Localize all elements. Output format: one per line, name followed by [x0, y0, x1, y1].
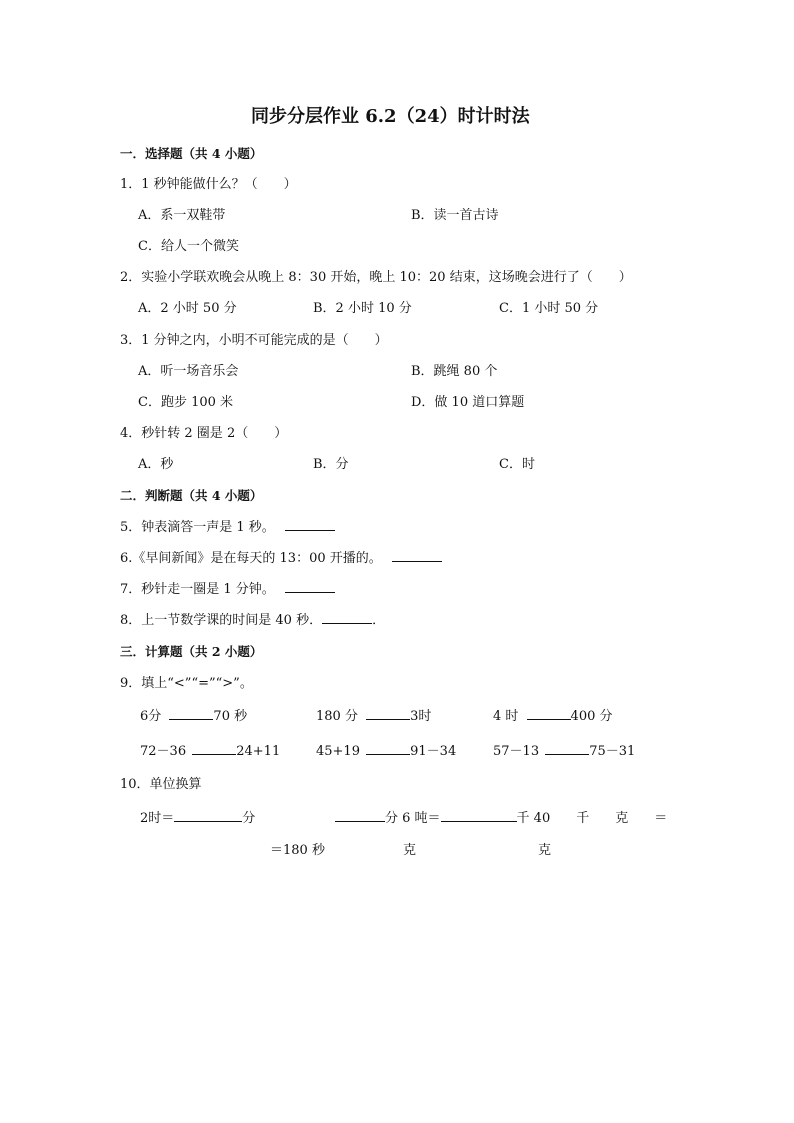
question-3: 3．1 分钟之内，小明不可能完成的是（ ） — [120, 333, 388, 348]
compare-right: 400 分 — [570, 709, 613, 724]
answer-blank[interactable] — [392, 561, 442, 562]
compare-blank[interactable] — [192, 754, 236, 755]
conversion-part-2 — [335, 812, 667, 825]
conversion-2-unit: 分 6 吨＝ — [385, 811, 441, 826]
compare-item — [316, 745, 456, 758]
answer-blank[interactable] — [322, 623, 372, 624]
compare-right: 70 秒 — [213, 709, 248, 724]
q1-option-b: B．读一首古诗 — [411, 208, 499, 223]
compare-blank[interactable] — [169, 719, 213, 720]
compare-left: 180 分 — [316, 709, 358, 724]
compare-left: 72－36 — [140, 744, 187, 759]
conversion-3-unit: 千 40 千 克 ＝ — [516, 811, 668, 826]
question-2: 2．实验小学联欢晚会从晚上 8：30 开始，晚上 10：20 结束，这场晚会进行了（ ） — [120, 270, 632, 285]
conversion-part-1 — [140, 812, 255, 825]
q3-option-d: D．做 10 道口算题 — [411, 395, 525, 410]
section-heading-calc: 三．计算题（共 2 小题） — [120, 644, 263, 659]
q2-option-c: C．1 小时 50 分 — [499, 301, 599, 316]
conversion-blank[interactable] — [335, 821, 385, 822]
question-8 — [120, 614, 385, 627]
q3-option-b: B．跳绳 80 个 — [411, 364, 498, 379]
question-9: 9．填上“<”“=”“>”。 — [120, 676, 253, 691]
compare-item — [493, 745, 635, 758]
compare-blank[interactable] — [527, 719, 571, 720]
conversion-1-label: 2时＝ — [140, 811, 175, 826]
question-1: 1．1 秒钟能做什么？（ ） — [120, 177, 297, 192]
conversion-line2-unit-a: 克 — [403, 843, 417, 858]
compare-item — [140, 710, 247, 723]
conversion-blank[interactable] — [441, 821, 517, 822]
question-6-text: 6.《早间新闻》是在每天的 13：00 开播的。 — [120, 551, 382, 566]
q2-option-a: A．2 小时 50 分 — [138, 301, 237, 316]
q3-option-a: A．听一场音乐会 — [138, 364, 239, 379]
compare-left: 6分 — [140, 709, 162, 724]
section-heading-choice: 一．选择题（共 4 小题） — [120, 146, 263, 161]
conversion-blank[interactable] — [174, 821, 242, 822]
compare-item — [493, 710, 613, 723]
q4-option-c: C．时 — [499, 457, 535, 472]
compare-blank[interactable] — [366, 719, 410, 720]
compare-right: 91－34 — [410, 744, 457, 759]
compare-right: 24+11 — [236, 744, 281, 759]
q2-option-b: B．2 小时 10 分 — [313, 301, 412, 316]
q4-option-b: B．分 — [313, 457, 349, 472]
section-heading-judge: 二．判断题（共 4 小题） — [120, 488, 263, 503]
compare-left: 57－13 — [493, 744, 540, 759]
page-title: 同步分层作业 6.2（24）时计时法 — [251, 106, 530, 127]
q4-option-a: A．秒 — [138, 457, 174, 472]
conversion-1-unit: 分 — [242, 811, 256, 826]
compare-blank[interactable] — [545, 754, 589, 755]
compare-blank[interactable] — [366, 754, 410, 755]
compare-left: 45+19 — [316, 744, 360, 759]
question-7 — [120, 583, 335, 596]
q3-option-c: C．跑步 100 米 — [138, 395, 234, 410]
conversion-line2-seconds: ＝180 秒 — [270, 843, 325, 858]
question-10: 10．单位换算 — [120, 777, 202, 792]
question-5 — [120, 521, 335, 534]
question-7-text: 7．秒针走一圈是 1 分钟。 — [120, 582, 275, 597]
compare-right: 75－31 — [589, 744, 636, 759]
compare-item — [140, 745, 280, 758]
question-5-text: 5．钟表滴答一声是 1 秒。 — [120, 520, 275, 535]
q1-option-c: C．给人一个微笑 — [138, 239, 239, 254]
answer-blank[interactable] — [285, 530, 335, 531]
compare-right: 3时 — [410, 709, 432, 724]
question-4: 4．秒针转 2 圈是 2（ ） — [120, 426, 288, 441]
compare-item — [316, 710, 431, 723]
answer-blank[interactable] — [285, 592, 335, 593]
question-8-end: ． — [372, 613, 386, 628]
compare-left: 4 时 — [493, 709, 519, 724]
question-6 — [120, 552, 442, 565]
conversion-line2-unit-b: 克 — [538, 843, 552, 858]
q1-option-a: A．系一双鞋带 — [138, 208, 226, 223]
question-8-text: 8．上一节数学课的时间是 40 秒． — [120, 613, 323, 628]
